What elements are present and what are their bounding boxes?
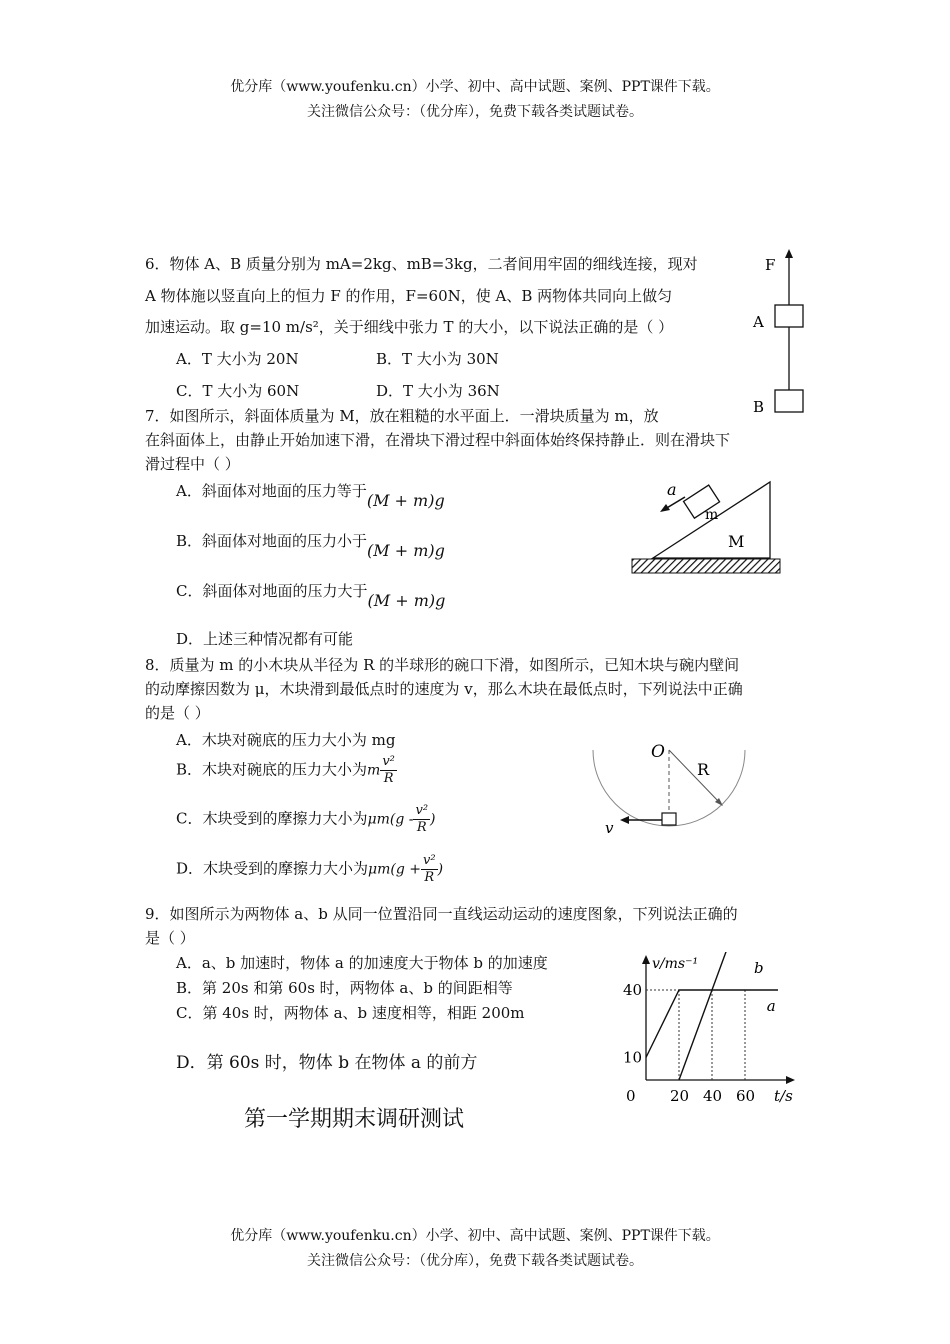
q8-option-d-frac	[421, 853, 438, 886]
block-a	[775, 305, 803, 327]
force-label: F	[765, 256, 776, 274]
q6-option-a: A．T 大小为 20N	[176, 350, 299, 368]
q8-option-b-m: m	[367, 762, 381, 779]
q6-option-c: C．T 大小为 60N	[176, 382, 300, 400]
q8-option-c-text: C．木块受到的摩擦力大小为	[176, 809, 368, 828]
q8-option-c-frac	[413, 803, 430, 836]
q8-line-1: 8．质量为 m 的小木块从半径为 R 的半球形的碗口下滑，如图所示，已知木块与碗内壁间	[145, 656, 740, 674]
header-line-1: 优分库（www.youfenku.cn）小学、初中、高中试题、案例、PPT课件下载。	[230, 79, 720, 95]
q9-line-2: 是（ ）	[145, 929, 195, 947]
q9-option-d: D．第 60s 时，物体 b 在物体 a 的前方	[176, 1053, 478, 1073]
q9-line-1: 9．如图所示为两物体 a、b 从同一位置沿同一直线运动运动的速度图象，下列说法正确的	[145, 905, 738, 923]
x-axis-arrow	[786, 1076, 795, 1084]
q8-option-d-expr: μm(g +	[368, 861, 422, 878]
q8-option-b-text: B．木块对碗底的压力大小为	[176, 760, 368, 779]
q6-option-b: B．T 大小为 30N	[376, 350, 499, 368]
series-b-label: b	[753, 959, 764, 977]
q8-option-d-text: D．木块受到的摩擦力大小为	[176, 859, 369, 878]
y-axis-label: v/ms⁻¹	[652, 956, 699, 972]
q8-option-a: A．木块对碗底的压力大小为 mg	[176, 731, 396, 749]
q7-figure	[625, 475, 790, 580]
close-paren: )	[437, 861, 444, 878]
q7-option-d: D．上述三种情况都有可能	[176, 630, 354, 648]
center-label: O	[651, 742, 665, 762]
y-axis-arrow	[642, 955, 650, 964]
q8-option-c-expr: μm(g -	[367, 811, 414, 828]
block-b-label: B	[753, 398, 765, 416]
q8-option-b-frac	[380, 754, 397, 787]
q7-option-c	[176, 580, 446, 610]
q6-figure	[745, 245, 815, 420]
frac-numerator: v²	[382, 754, 395, 769]
q7-option-c-expr: (M + m)g	[367, 591, 446, 610]
exam-title: 第一学期期末调研测试	[244, 1107, 465, 1132]
q7-line-3: 滑过程中（ ）	[145, 455, 240, 473]
x-tick-label-40: 40	[703, 1087, 723, 1105]
close-paren: )	[430, 811, 436, 828]
q9-option-c: C．第 40s 时，两物体 a、b 速度相等，相距 200m	[176, 1004, 525, 1022]
x-tick-label-0: 0	[626, 1087, 636, 1105]
q6-line-1: 6．物体 A、B 质量分别为 mA=2kg、mB=3kg，二者间用牢固的细线连接，现对	[145, 255, 698, 273]
q7-option-b-text: B．斜面体对地面的压力小于	[176, 532, 368, 550]
frac-denominator: R	[383, 771, 394, 786]
accel-label: a	[667, 480, 677, 499]
frac-numerator: v²	[423, 853, 436, 868]
y-tick-label-40: 40	[623, 981, 643, 999]
x-tick-label-60: 60	[736, 1087, 756, 1105]
velocity-label: v	[605, 819, 614, 837]
accel-arrow-head	[660, 504, 670, 512]
q7-option-b-expr: (M + m)g	[367, 541, 445, 560]
incline-label: M	[728, 532, 745, 551]
q7-line-1: 7．如图所示，斜面体质量为 M，放在粗糙的水平面上．一滑块质量为 m，放	[145, 407, 659, 425]
q9-velocity-time-chart	[612, 952, 802, 1112]
q7-option-a-text: A．斜面体对地面的压力等于	[176, 482, 367, 500]
q7-option-b	[176, 530, 445, 560]
frac-numerator: v²	[415, 803, 429, 818]
block-a-label: A	[753, 313, 764, 331]
frac-denominator: R	[416, 820, 427, 835]
q7-option-a	[176, 480, 445, 510]
q7-line-2: 在斜面体上，由静止开始加速下滑，在滑块下滑过程中斜面体始终保持静止．则在滑块下	[145, 431, 731, 449]
radius-line	[669, 750, 720, 803]
q6-option-d: D．T 大小为 36N	[376, 382, 500, 400]
block-b	[775, 390, 803, 412]
header-line-2: 关注微信公众号：（优分库），免费下载各类试题试卷。	[307, 104, 643, 120]
frac-denominator: R	[424, 870, 435, 885]
ground	[632, 559, 780, 573]
y-tick-label-10: 10	[623, 1048, 643, 1067]
q8-figure	[585, 735, 755, 845]
q9-option-b: B．第 20s 和第 60s 时，两物体 a、b 的间距相等	[176, 979, 513, 997]
q7-option-c-text: C．斜面体对地面的压力大于	[176, 582, 368, 600]
q9-option-a: A．a、b 加速时，物体 a 的加速度大于物体 b 的加速度	[176, 954, 548, 972]
force-arrow-head	[785, 249, 793, 258]
q6-line-3: 加速运动。取 g=10 m/s²，关于细线中张力 T 的大小，以下说法正确的是（ ）	[145, 318, 674, 336]
slider-label: m	[705, 507, 719, 523]
q8-option-b	[176, 754, 397, 787]
q6-line-2: A 物体施以竖直向上的恒力 F 的作用，F=60N，使 A、B 两物体共同向上做匀	[145, 287, 673, 305]
q7-option-a-expr: (M + m)g	[366, 491, 445, 510]
q8-option-c	[176, 803, 436, 836]
series-a-label: a	[766, 997, 776, 1015]
x-tick-label-20: 20	[670, 1087, 690, 1105]
q8-line-3: 的是（ ）	[145, 704, 210, 722]
radius-label: R	[697, 760, 710, 779]
q8-line-2: 的动摩擦因数为 μ，木块滑到最低点时的速度为 v，那么木块在最低点时，下列说法中正确	[145, 680, 743, 698]
x-axis-label: t/s	[774, 1087, 793, 1105]
footer-line-1: 优分库（www.youfenku.cn）小学、初中、高中试题、案例、PPT课件下载。	[230, 1228, 720, 1244]
velocity-arrow-head	[620, 816, 629, 824]
q8-option-d	[176, 853, 443, 886]
wood-block	[662, 813, 676, 825]
footer-line-2: 关注微信公众号：（优分库），免费下载各类试题试卷。	[307, 1253, 643, 1269]
